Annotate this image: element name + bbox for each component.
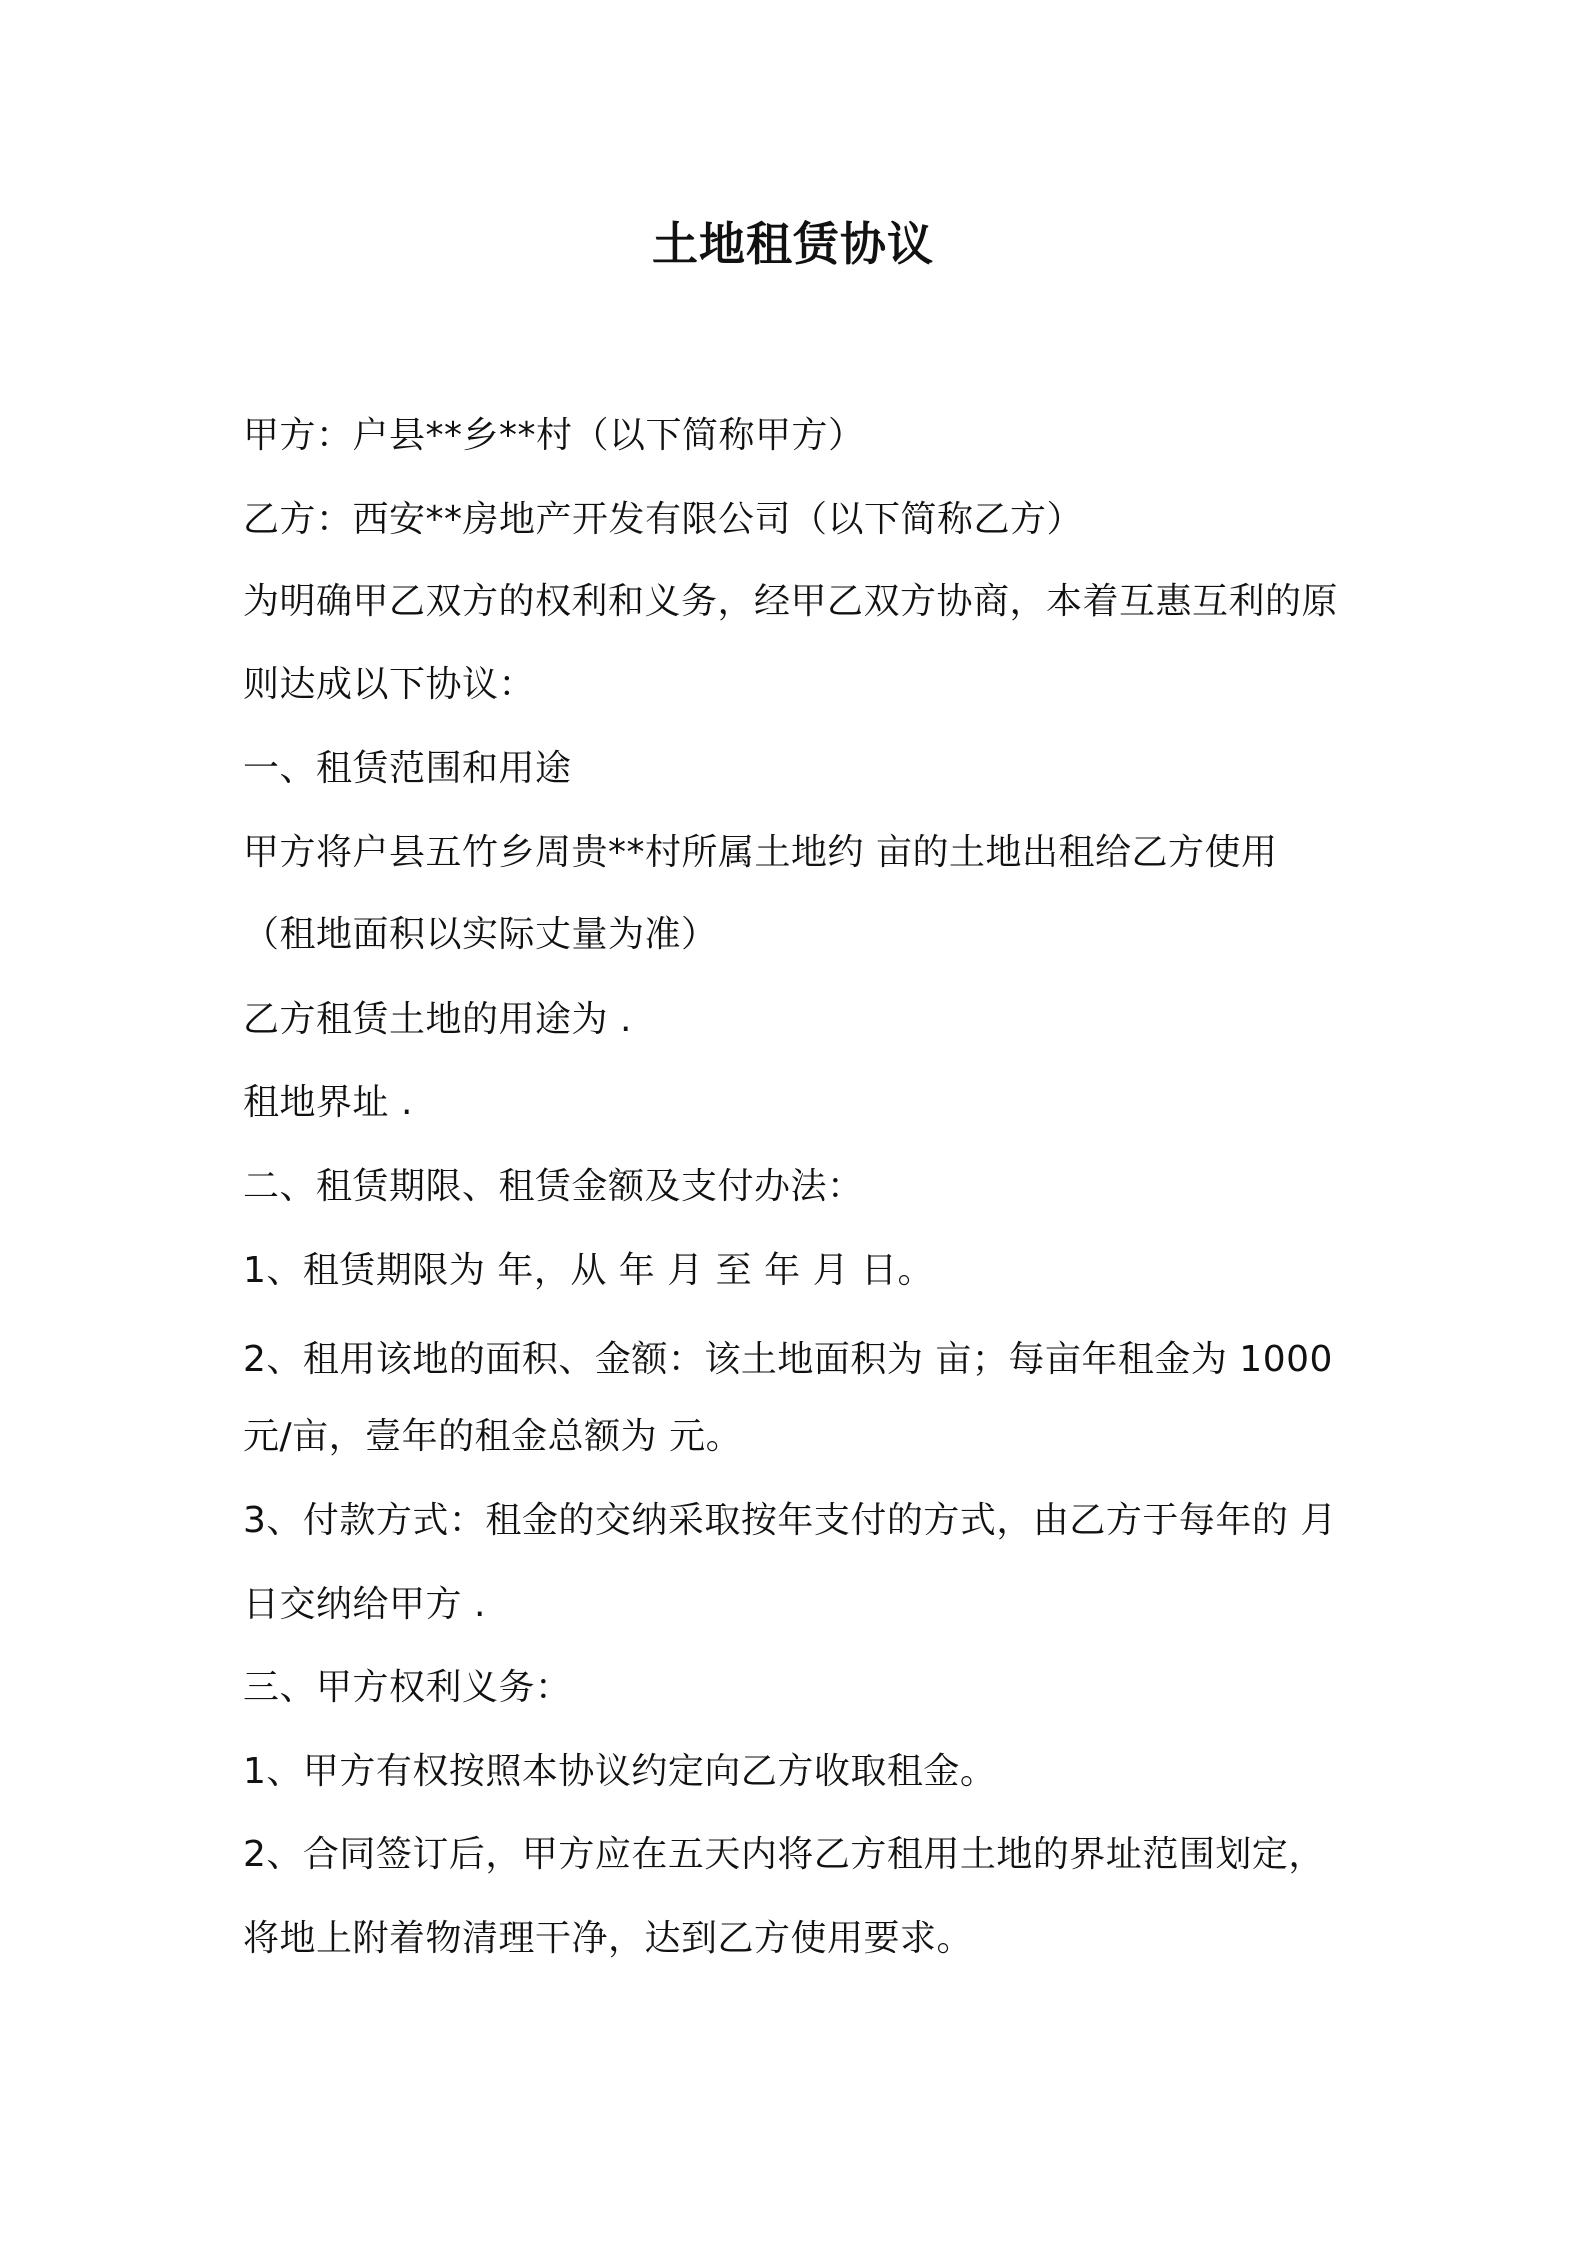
section-2-item-2-line-2: 元/亩，壹年的租金总额为 元。 — [243, 1416, 743, 1457]
section-3-heading: 三、甲方权利义务： — [243, 1667, 572, 1708]
section-1-line-3: 乙方租赁土地的用途为 . — [243, 999, 632, 1040]
section-3-item-2-line-1: 2、合同签订后，甲方应在五天内将乙方租用土地的界址范围划定， — [243, 1834, 1325, 1875]
section-3-item-2-line-2: 将地上附着物清理干净，达到乙方使用要求。 — [243, 1918, 974, 1959]
section-2-item-1: 1、租赁期限为 年，从 年 月 至 年 月 日。 — [243, 1250, 935, 1291]
section-1-line-1: 甲方将户县五竹乡周贵**村所属土地约 亩的土地出租给乙方使用 — [243, 832, 1278, 873]
section-1-line-4: 租地界址 . — [243, 1082, 413, 1123]
section-2-heading: 二、租赁期限、租赁金额及支付办法： — [243, 1166, 864, 1207]
section-1-line-2: （租地面积以实际丈量为准） — [243, 914, 718, 955]
section-2-item-3-line-1: 3、付款方式：租金的交纳采取按年支付的方式，由乙方于每年的 月 — [243, 1500, 1337, 1541]
section-3-item-1: 1、甲方有权按照本协议约定向乙方收取租金。 — [243, 1751, 997, 1792]
section-2-item-3-line-2: 日交纳给甲方 . — [243, 1584, 486, 1625]
section-1-heading: 一、租赁范围和用途 — [243, 748, 572, 789]
preamble-line-1: 为明确甲乙双方的权利和义务，经甲乙双方协商，本着互惠互利的原 — [243, 581, 1339, 622]
party-a-line: 甲方：户县**乡**村（以下简称甲方） — [243, 415, 865, 456]
preamble-line-2: 则达成以下协议： — [243, 664, 536, 705]
document-title: 土地租赁协议 — [652, 217, 934, 271]
party-b-line: 乙方：西安**房地产开发有限公司（以下简称乙方） — [243, 499, 1084, 540]
section-2-item-2-line-1: 2、租用该地的面积、金额：该土地面积为 亩；每亩年租金为 1000 — [243, 1339, 1333, 1380]
